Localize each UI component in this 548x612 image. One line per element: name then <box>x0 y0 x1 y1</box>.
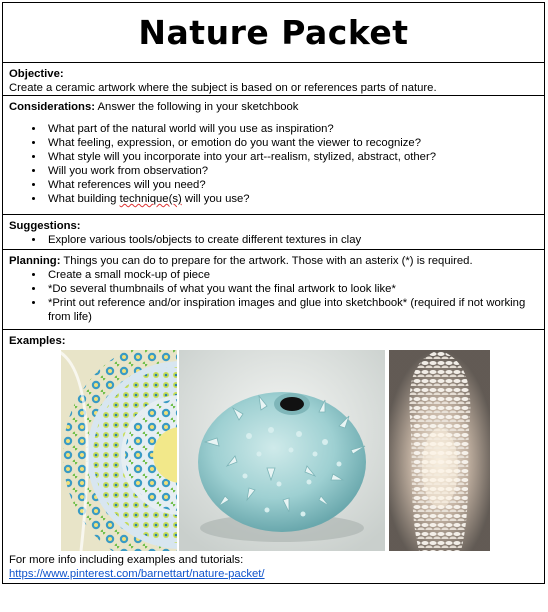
considerations-intro: Answer the following in your sketchbook <box>95 101 299 113</box>
planning-label: Planning: <box>9 255 61 267</box>
pinterest-link[interactable]: https://www.pinterest.com/barnettart/nature-packet/ <box>9 568 265 580</box>
suggestions-section <box>2 215 545 250</box>
planning-intro: Things you can do to prepare for the artwork. Those with an asterix (*) is required. <box>60 255 473 267</box>
objective-label: Objective: <box>9 68 64 80</box>
objective-text: Create a ceramic artwork where the subject is based on or references parts of nature. <box>9 82 437 94</box>
list-item: • What part of the natural world will you use as inspiration? <box>45 122 538 136</box>
list-item: • Will you work from observation? <box>45 164 538 178</box>
examples-section <box>2 330 545 584</box>
list-item <box>45 192 538 206</box>
list-item: • Create a small mock-up of piece <box>45 268 538 282</box>
list-item: • What references will you need? <box>45 178 538 192</box>
objective-section <box>2 63 545 96</box>
considerations-label: Considerations: <box>9 101 95 113</box>
planning-section <box>2 250 545 330</box>
page-title: Nature Packet <box>2 2 545 63</box>
examples-footer <box>9 553 265 581</box>
ceramic-sea-urchin-photo <box>179 350 385 551</box>
ceramic-plate-photo <box>61 350 177 551</box>
suggestions-list <box>9 233 538 247</box>
considerations-list <box>9 122 538 206</box>
list-item-text: What building <box>48 193 120 205</box>
planning-list <box>9 268 538 324</box>
list-item: • Explore various tools/objects to create different textures in clay <box>45 233 538 247</box>
ceramic-lamp-photo <box>389 350 490 551</box>
suggestions-label: Suggestions: <box>9 220 81 232</box>
spellcheck-word: technique(s) <box>119 193 182 205</box>
list-item: • *Do several thumbnails of what you want the final artwork to look like* <box>45 282 538 296</box>
example-photos <box>61 350 501 551</box>
list-item: • *Print out reference and/or inspiration images and glue into sketchbook* (required if not working from life) <box>45 296 538 324</box>
considerations-section <box>2 96 545 215</box>
examples-label: Examples: <box>9 335 66 347</box>
footer-text: For more info including examples and tutorials: <box>9 554 244 566</box>
document <box>2 2 545 584</box>
list-item: • What style will you incorporate into your art--realism, stylized, abstract, other? <box>45 150 538 164</box>
list-item-text: will you use? <box>181 193 250 205</box>
list-item: • What feeling, expression, or emotion do you want the viewer to recognize? <box>45 136 538 150</box>
